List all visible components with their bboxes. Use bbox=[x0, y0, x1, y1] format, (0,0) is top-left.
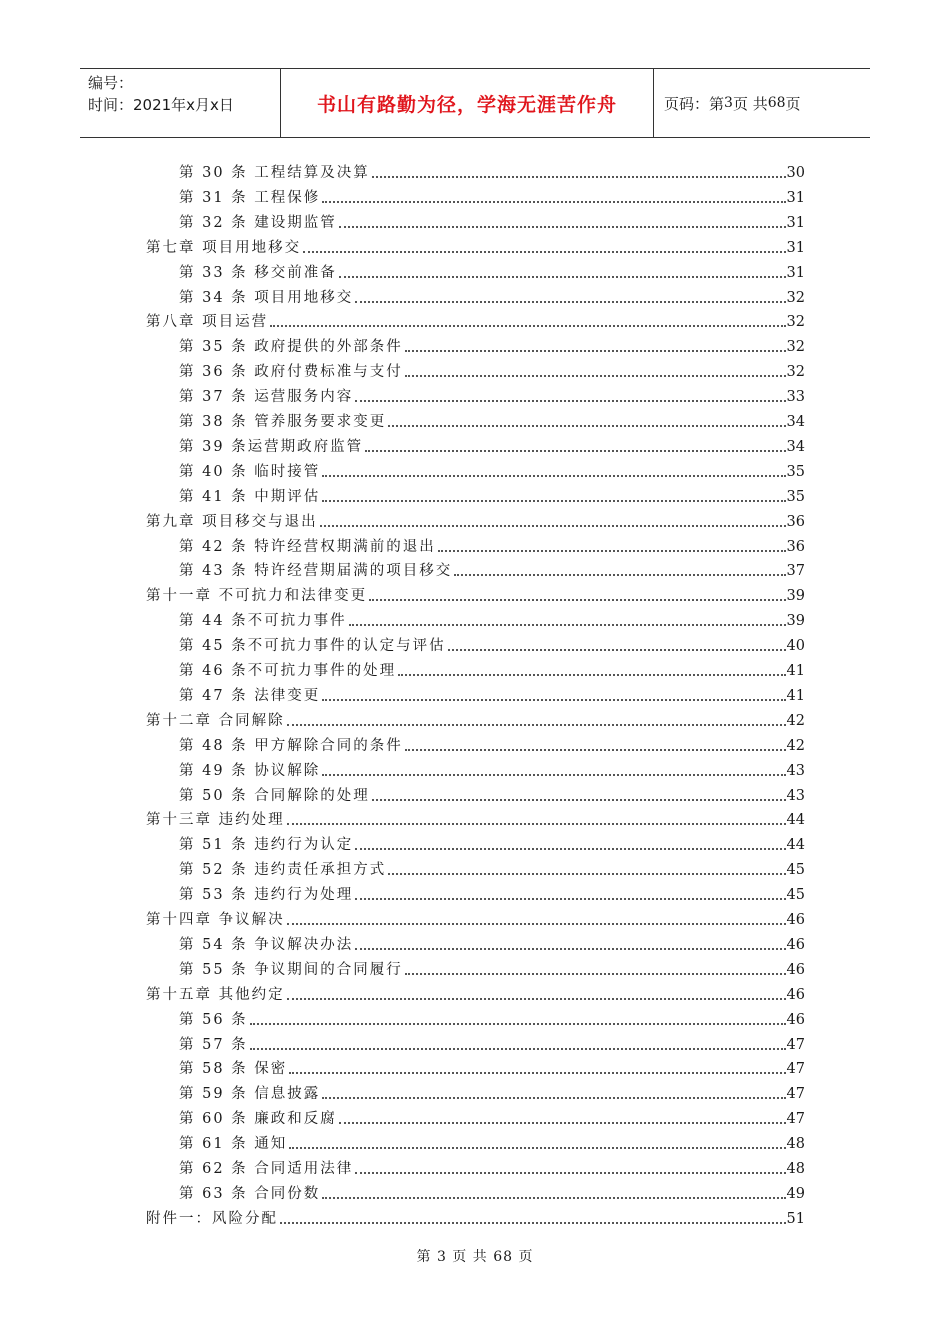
toc-entry-title: 第十四章 争议解决 bbox=[146, 912, 285, 928]
toc-chapter-row bbox=[146, 806, 805, 830]
toc-dot-leader bbox=[303, 251, 785, 253]
header-page-info bbox=[654, 69, 870, 137]
toc-article-row bbox=[179, 856, 805, 880]
toc-article-row bbox=[179, 557, 805, 581]
toc-entry-title: 第 48 条 甲方解除合同的条件 bbox=[179, 737, 403, 754]
toc-entry-page: 48 bbox=[786, 1136, 805, 1153]
toc-dot-leader bbox=[250, 1048, 786, 1050]
toc-article-row bbox=[179, 732, 805, 756]
toc-dot-leader bbox=[372, 176, 786, 178]
toc-dot-leader bbox=[320, 525, 786, 527]
toc-entry-page: 46 bbox=[786, 961, 805, 978]
toc-entry-title: 第 53 条 违约行为处理 bbox=[179, 887, 354, 904]
toc-entry-page: 31 bbox=[786, 214, 805, 231]
toc-dot-leader bbox=[339, 276, 786, 278]
toc-entry-page: 46 bbox=[786, 1011, 805, 1028]
toc-entry-title: 第十三章 违约处理 bbox=[146, 812, 285, 829]
page-label-suffix: 页 bbox=[785, 94, 801, 113]
toc-dot-leader bbox=[250, 1023, 786, 1025]
toc-entry-page: 31 bbox=[786, 189, 805, 206]
toc-entry-title: 第 49 条 协议解除 bbox=[179, 762, 321, 779]
toc-entry-page: 32 bbox=[786, 314, 805, 331]
toc-entry-title: 第 63 条 合同份数 bbox=[179, 1185, 321, 1202]
toc-entry-title: 第 50 条 合同解除的处理 bbox=[179, 787, 370, 804]
doc-code-label: 编号： bbox=[88, 74, 134, 92]
toc-dot-leader bbox=[355, 948, 785, 950]
toc-entry-title: 第九章 项目移交与退出 bbox=[146, 513, 318, 530]
toc-dot-leader bbox=[355, 898, 785, 900]
toc-entry-title: 第 51 条 违约行为认定 bbox=[179, 837, 354, 854]
toc-article-row bbox=[179, 757, 805, 781]
toc-entry-title: 第 30 条 工程结算及决算 bbox=[179, 165, 370, 181]
toc-entry-page: 48 bbox=[786, 1161, 805, 1177]
toc-entry-page: 47 bbox=[786, 1061, 805, 1078]
toc-article-row bbox=[179, 782, 805, 806]
toc-article-row bbox=[179, 607, 805, 631]
toc-entry-page: 42 bbox=[786, 712, 805, 729]
toc-dot-leader bbox=[322, 774, 785, 776]
toc-entry-page: 32 bbox=[786, 364, 805, 381]
toc-entry-title: 第十一章 不可抗力和法律变更 bbox=[146, 588, 368, 605]
toc-article-row bbox=[179, 333, 805, 357]
toc-chapter-row bbox=[146, 906, 805, 930]
toc-entry-title: 第 59 条 信息披露 bbox=[179, 1086, 321, 1103]
toc-entry-page: 30 bbox=[786, 165, 805, 181]
toc-dot-leader bbox=[355, 301, 785, 303]
toc-article-row bbox=[179, 1105, 805, 1129]
toc-article-row bbox=[179, 1155, 805, 1179]
toc-dot-leader bbox=[388, 425, 785, 427]
toc-article-row bbox=[179, 1180, 805, 1204]
toc-article-row bbox=[179, 632, 805, 656]
toc-dot-leader bbox=[372, 799, 786, 801]
toc-article-row bbox=[179, 931, 805, 955]
toc-entry-title: 第 43 条 特许经营期届满的项目移交 bbox=[179, 563, 453, 580]
toc-article-row bbox=[179, 209, 805, 233]
toc-dot-leader bbox=[287, 724, 786, 726]
toc-entry-title: 第 35 条 政府提供的外部条件 bbox=[179, 339, 403, 356]
toc-chapter-row bbox=[146, 981, 805, 1005]
page-label-mid: 页 共 bbox=[732, 94, 768, 113]
toc-entry-page: 47 bbox=[786, 1111, 805, 1128]
toc-dot-leader bbox=[398, 674, 785, 676]
toc-entry-page: 39 bbox=[786, 613, 805, 630]
toc-entry-page: 46 bbox=[786, 936, 805, 953]
toc-entry-page: 47 bbox=[786, 1086, 805, 1103]
toc-entry-title: 附件一：风险分配 bbox=[146, 1210, 278, 1227]
toc-dot-leader bbox=[355, 1172, 785, 1174]
toc-entry-page: 49 bbox=[786, 1185, 805, 1202]
toc-dot-leader bbox=[405, 973, 786, 975]
toc-entry-page: 34 bbox=[786, 414, 805, 430]
toc-entry-title: 第 32 条 建设期监管 bbox=[179, 214, 337, 231]
toc-entry-title: 第 37 条 运营服务内容 bbox=[179, 389, 354, 406]
toc-dot-leader bbox=[280, 1222, 786, 1224]
toc-dot-leader bbox=[405, 350, 786, 352]
toc-dot-leader bbox=[287, 998, 786, 1000]
toc-entry-page: 37 bbox=[786, 563, 805, 580]
toc-entry-page: 31 bbox=[786, 239, 805, 256]
toc-entry-page: 41 bbox=[786, 663, 805, 679]
toc-entry-page: 32 bbox=[786, 339, 805, 356]
toc-article-row bbox=[179, 483, 805, 507]
toc-dot-leader bbox=[322, 699, 785, 701]
toc-dot-leader bbox=[355, 848, 785, 850]
page-label-prefix: 页码：第 bbox=[664, 94, 725, 113]
toc-chapter-row bbox=[146, 308, 805, 332]
toc-entry-page: 31 bbox=[786, 264, 805, 281]
toc-entry-page: 33 bbox=[786, 389, 805, 406]
toc-entry-page: 45 bbox=[786, 887, 805, 904]
toc-article-row bbox=[179, 358, 805, 382]
toc-entry-title: 第 33 条 移交前准备 bbox=[179, 264, 337, 281]
toc-entry-page: 35 bbox=[786, 488, 805, 505]
toc-dot-leader bbox=[355, 400, 785, 402]
toc-entry-title: 第 56 条 bbox=[179, 1011, 248, 1028]
toc-chapter-row bbox=[146, 582, 805, 606]
toc-dot-leader bbox=[339, 1122, 786, 1124]
toc-entry-title: 第 38 条 管养服务要求变更 bbox=[179, 414, 387, 430]
toc-entry-page: 43 bbox=[786, 787, 805, 804]
toc-entry-title: 第十五章 其他约定 bbox=[146, 986, 285, 1003]
toc-article-row bbox=[179, 657, 805, 681]
toc-entry-title: 第 62 条 合同适用法律 bbox=[179, 1161, 354, 1177]
toc-entry-title: 第 36 条 政府付费标准与支付 bbox=[179, 364, 403, 381]
toc-entry-title: 第 60 条 廉政和反腐 bbox=[179, 1111, 337, 1128]
toc-entry-page: 35 bbox=[786, 463, 805, 480]
toc-entry-title: 第 47 条 法律变更 bbox=[179, 687, 321, 704]
toc-entry-title: 第 34 条 项目用地移交 bbox=[179, 289, 354, 306]
toc-dot-leader bbox=[349, 624, 786, 626]
toc-dot-leader bbox=[448, 649, 786, 651]
toc-entry-page: 39 bbox=[786, 588, 805, 605]
toc-article-row bbox=[179, 1130, 805, 1154]
toc-entry-page: 44 bbox=[786, 812, 805, 829]
toc-entry-title: 第 40 条 临时接管 bbox=[179, 463, 321, 480]
doc-date: 时间：2021年x月x日 bbox=[88, 96, 234, 114]
toc-article-row bbox=[179, 284, 805, 308]
toc-article-row bbox=[179, 831, 805, 855]
toc-chapter-row bbox=[146, 707, 805, 731]
toc-dot-leader bbox=[270, 325, 785, 327]
page-footer: 第 3 页 共 68 页 bbox=[416, 1249, 534, 1265]
header-motto: 书山有路勤为径，学海无涯苦作舟 bbox=[281, 69, 654, 137]
toc-article-row bbox=[179, 259, 805, 283]
toc-dot-leader bbox=[287, 923, 786, 925]
toc-dot-leader bbox=[438, 550, 786, 552]
page-total: 68 bbox=[767, 95, 786, 111]
toc-article-row bbox=[179, 1055, 805, 1079]
toc-entry-title: 第 45 条不可抗力事件的认定与评估 bbox=[179, 638, 446, 655]
toc-entry-page: 43 bbox=[786, 762, 805, 779]
toc-article-row bbox=[179, 433, 805, 457]
toc-entry-title: 第 57 条 bbox=[179, 1036, 248, 1053]
toc-entry-title: 第八章 项目运营 bbox=[146, 314, 269, 331]
page-current: 3 bbox=[724, 95, 733, 111]
toc-article-row bbox=[179, 881, 805, 905]
toc-entry-page: 32 bbox=[786, 289, 805, 306]
toc-article-row bbox=[179, 383, 805, 407]
toc-dot-leader bbox=[322, 201, 785, 203]
toc-dot-leader bbox=[454, 574, 785, 576]
toc-dot-leader bbox=[322, 1097, 785, 1099]
toc-chapter-row bbox=[146, 508, 805, 532]
header-meta bbox=[80, 69, 281, 137]
toc-entry-title: 第 55 条 争议期间的合同履行 bbox=[179, 961, 403, 978]
toc-dot-leader bbox=[289, 1072, 785, 1074]
toc-entry-title: 第 39 条运营期政府监管 bbox=[179, 438, 364, 455]
toc-entry-title: 第十二章 合同解除 bbox=[146, 712, 285, 729]
toc-entry-page: 40 bbox=[786, 638, 805, 655]
toc-entry-title: 第 44 条不可抗力事件 bbox=[179, 613, 347, 630]
toc-dot-leader bbox=[388, 873, 785, 875]
toc-article-row bbox=[179, 184, 805, 208]
toc-entry-page: 45 bbox=[786, 862, 805, 879]
toc-dot-leader bbox=[405, 375, 786, 377]
toc-entry-page: 42 bbox=[786, 737, 805, 754]
toc-dot-leader bbox=[339, 226, 786, 228]
toc-entry-page: 36 bbox=[786, 513, 805, 530]
toc-article-row bbox=[179, 1031, 805, 1055]
toc-entry-page: 47 bbox=[786, 1036, 805, 1053]
toc-dot-leader bbox=[287, 823, 786, 825]
page-header bbox=[80, 68, 870, 138]
toc-article-row bbox=[179, 458, 805, 482]
toc-entry-title: 第 61 条 通知 bbox=[179, 1136, 288, 1153]
toc-article-row bbox=[179, 1080, 805, 1104]
toc-dot-leader bbox=[369, 599, 785, 601]
toc-dot-leader bbox=[405, 749, 786, 751]
toc-article-row bbox=[179, 956, 805, 980]
toc-dot-leader bbox=[322, 1197, 785, 1199]
toc-entry-title: 第 42 条 特许经营权期满前的退出 bbox=[179, 538, 436, 555]
toc-dot-leader bbox=[289, 1147, 785, 1149]
toc-entry-title: 第 31 条 工程保修 bbox=[179, 189, 321, 206]
toc-entry-title: 第 54 条 争议解决办法 bbox=[179, 936, 354, 953]
toc-entry-title: 第 41 条 中期评估 bbox=[179, 488, 321, 505]
toc-dot-leader bbox=[365, 450, 785, 452]
toc-entry-title: 第 58 条 保密 bbox=[179, 1061, 288, 1078]
toc-chapter-row bbox=[146, 234, 805, 258]
toc-article-row bbox=[179, 533, 805, 557]
toc-article-row bbox=[179, 159, 805, 183]
toc-entry-page: 46 bbox=[786, 912, 805, 928]
toc-article-row bbox=[179, 408, 805, 432]
toc-entry-page: 44 bbox=[786, 837, 805, 854]
toc-entry-page: 34 bbox=[786, 438, 805, 455]
toc-article-row bbox=[179, 1006, 805, 1030]
toc-entry-title: 第 52 条 违约责任承担方式 bbox=[179, 862, 387, 879]
toc-entry-page: 41 bbox=[786, 687, 805, 704]
toc-entry-page: 51 bbox=[786, 1210, 805, 1227]
toc-entry-title: 第 46 条不可抗力事件的处理 bbox=[179, 663, 397, 679]
toc-article-row bbox=[179, 682, 805, 706]
toc-chapter-row bbox=[146, 1205, 805, 1229]
toc-dot-leader bbox=[322, 500, 785, 502]
toc-entry-page: 36 bbox=[786, 538, 805, 555]
toc-entry-page: 46 bbox=[786, 986, 805, 1003]
toc-entry-title: 第七章 项目用地移交 bbox=[146, 239, 302, 256]
toc-dot-leader bbox=[322, 475, 785, 477]
